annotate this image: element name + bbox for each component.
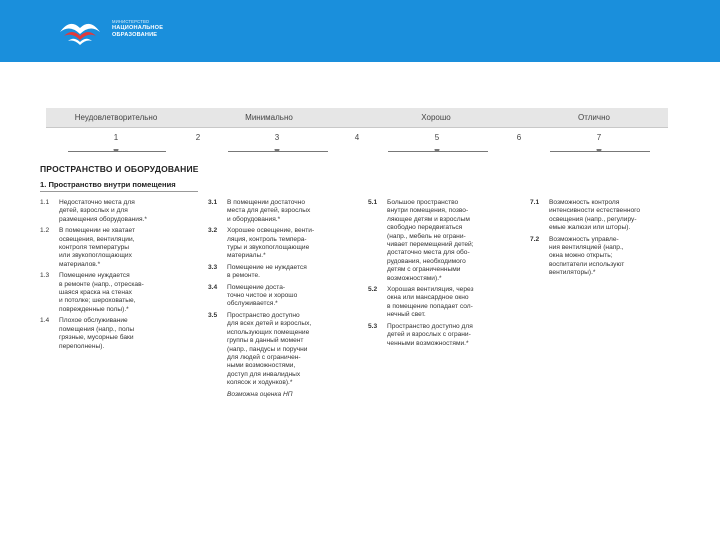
column-excellent: [530, 199, 670, 281]
indicator-1-4: [40, 317, 190, 351]
scale-number-5: 5: [434, 133, 440, 142]
indicator-7-2: [530, 236, 670, 278]
indicator-5-1: [368, 199, 508, 283]
indicator-text: Большое пространство внутри помещения, позво- ляющее детям и взрослым свободно передвигаться (напр., мебель не ограни- чивает перемещений детей; достаточно места для обо- рудования, необходимого детям с ограниченными возможностями).*: [387, 199, 474, 282]
indicator-text: Помещение не нуждается в ремонте.: [227, 263, 307, 280]
logo-line1: МИНИСТЕРСТВО: [112, 19, 150, 24]
indicator-number: 3.1: [208, 199, 218, 206]
indicator-number: 1.1: [40, 199, 50, 206]
scale-header-good: Хорошо: [421, 113, 451, 122]
indicator-number: 3.5: [208, 311, 218, 319]
indicator-3-3: [208, 264, 348, 281]
indicator-text: Помещение нуждается в ремонте (напр., отрескав- шаяся краска на стенах и потолке; шероховатые, поврежденные полы).*: [59, 272, 144, 313]
scale-number-4: 4: [354, 133, 360, 142]
indicator-number: 7.2: [530, 235, 540, 243]
indicator-1-3: [40, 272, 190, 314]
scale-number-3: 3: [274, 133, 280, 142]
indicator-number: 3.3: [208, 263, 218, 271]
na-note-text: Возможна оценка НП: [227, 390, 293, 398]
indicator-text: В помещении не хватает освещения, вентиляции, контроля температуры или звукопоглощающих материалов.*: [59, 227, 135, 268]
column-good: [368, 199, 508, 351]
indicator-number: 7.1: [530, 199, 540, 206]
indicator-number: 5.3: [368, 322, 378, 330]
indicator-number: 3.4: [208, 283, 218, 291]
indicator-3-5: [208, 312, 348, 388]
indicator-3-2: [208, 227, 348, 261]
scale-number-1: 1: [113, 133, 119, 142]
indicator-5-2: [368, 286, 508, 320]
indicator-1-1: [40, 199, 190, 224]
scale-header-unsatisfactory: Неудовлетворительно: [74, 113, 158, 122]
indicator-text: Хорошее освещение, венти- ляция, контроль темпера- туры и звукопоглощающие материалы.*: [227, 227, 315, 260]
subsection-title: 1. Пространство внутри помещения: [40, 180, 176, 189]
indicator-1-2: [40, 227, 190, 269]
indicator-number: 1.3: [40, 272, 50, 280]
scale-number-2: 2: [195, 133, 201, 142]
indicator-number: 1.4: [40, 317, 50, 325]
scale-header-minimal: Минимально: [245, 113, 293, 122]
indicator-5-3: [368, 323, 508, 348]
logo-line3: ОБРАЗОВАНИЕ: [112, 32, 158, 38]
indicator-text: Пространство доступно для всех детей и взрослых, использующих помещение группы в данный момент (напр., пандусы и поручни для людей с ограничен- ными возможностями, доступ для инвалидных колясок и ходунков).*: [227, 311, 312, 387]
column-unsatisfactory: [40, 199, 190, 354]
section-title: ПРОСТРАНСТВО И ОБОРУДОВАНИЕ: [40, 164, 199, 174]
header-bar: [0, 0, 720, 62]
logo-text: [112, 18, 163, 39]
column-minimal: [208, 199, 348, 402]
indicator-text: Возможность управле- ния вентиляцией (напр., окна можно открыть; воспитатели используют вентиляторы).*: [549, 235, 625, 277]
indicator-7-1: [530, 199, 670, 233]
scale-number-7: 7: [596, 133, 602, 142]
indicator-number: 5.1: [368, 199, 378, 206]
scale-number-6: 6: [516, 133, 522, 142]
rating-scale-numbers: [46, 131, 668, 155]
indicator-text: Возможность контроля интенсивности естественного освещения (напр., регулиру- емые жалюзи или шторы).: [549, 199, 641, 232]
indicator-number: 1.2: [40, 227, 50, 235]
scale-header-excellent: Отлично: [578, 113, 610, 122]
subsection-underline: [40, 191, 198, 192]
indicator-text: Хорошая вентиляция, через окна или мансардное окно в помещение попадает сол- нечный свет.: [387, 286, 474, 319]
na-note: [208, 391, 348, 399]
indicator-3-1: [208, 199, 348, 224]
indicator-number: 3.2: [208, 227, 218, 235]
logo-icon: [58, 14, 102, 48]
indicator-text: Плохое обслуживание помещения (напр., полы грязные, мусорные баки переполнены).: [59, 317, 135, 350]
indicator-text: Пространство доступно для детей и взрослых с ограни- ченными возможностями.*: [387, 322, 473, 347]
indicator-text: Помещение доста- точно чистое и хорошо обслуживается.*: [227, 283, 298, 308]
indicator-text: Недостаточно места для детей, взрослых и для размещения оборудования.*: [59, 199, 147, 223]
indicator-number: 5.2: [368, 286, 378, 294]
indicator-text: В помещении достаточно места для детей, взрослых и оборудования.*: [227, 199, 311, 223]
logo-line2: НАЦИОНАЛЬНОЕ: [112, 25, 164, 31]
indicator-3-4: [208, 284, 348, 309]
rating-scale-header: [46, 108, 668, 128]
